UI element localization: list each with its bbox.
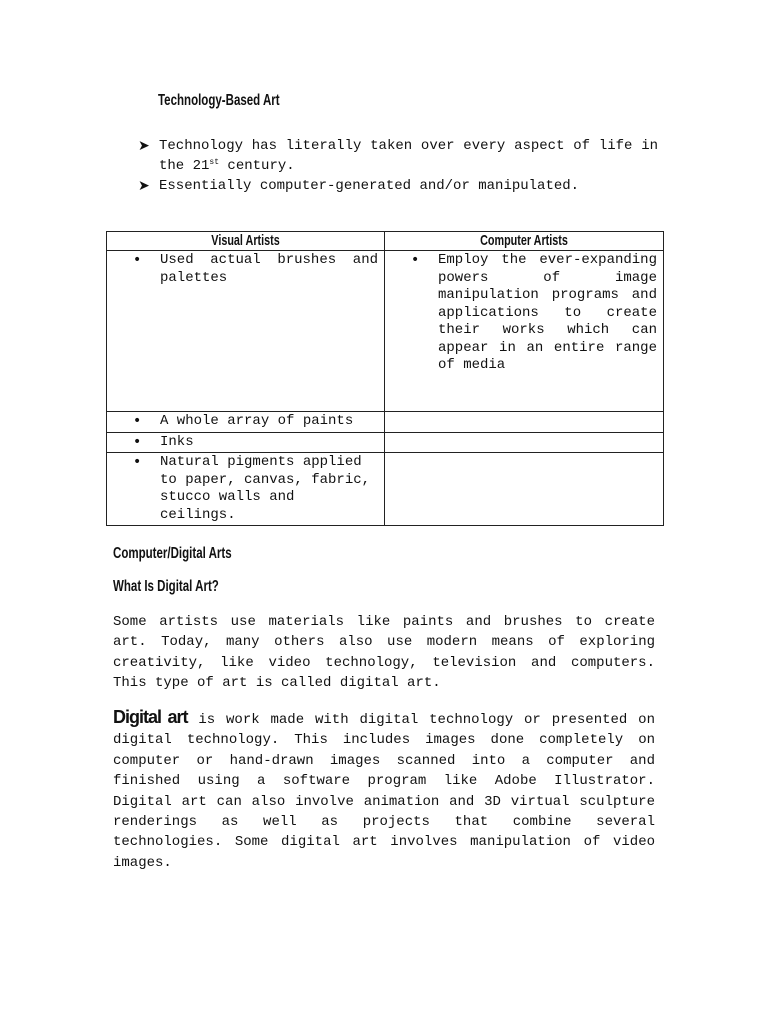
question-heading: What Is Digital Art?	[113, 578, 219, 595]
table-row	[107, 453, 664, 526]
intro-bullet-list	[138, 136, 658, 196]
header-computer-artists: Computer Artists	[385, 232, 664, 251]
table-cell: • Inks	[107, 432, 385, 453]
paragraph-digital-art: Digital art is work made with digital technology or presented on digital technology. This includes images done completely on computer or hand-drawn images scanned into a computer and finished using a software program like Adobe Illustrator. Digital art can also involve animation and 3D virtual sculpture renderings as well as projects that combine several technologies. Some digital art involves manipulation of video images.	[113, 707, 655, 871]
arrow-bullet-icon: ➤	[138, 178, 150, 194]
section-heading: Computer/Digital Arts	[113, 545, 232, 562]
bullet-dot-icon: •	[133, 454, 142, 470]
table-cell-empty	[385, 412, 664, 433]
bullet-dot-icon: •	[133, 433, 142, 450]
header-visual-artists: Visual Artists	[107, 232, 385, 251]
table-cell: • Used actual brushes and palettes	[107, 251, 385, 412]
superscript: st	[209, 158, 220, 167]
bullet-dot-icon: •	[133, 413, 142, 429]
table-cell: • Natural pigments applied to paper, canvas, fabric, stucco walls and ceilings.	[107, 453, 385, 526]
term-digital-art: Digital art	[113, 707, 188, 727]
page-title: Technology-Based Art	[158, 92, 280, 109]
table-cell-empty	[385, 432, 664, 453]
comparison-table	[106, 231, 664, 526]
table-row	[107, 432, 664, 453]
table-row	[107, 251, 664, 412]
bullet-item: ➤ Essentially computer-generated and/or manipulated.	[138, 178, 580, 194]
arrow-bullet-icon: ➤	[138, 138, 150, 154]
bullet-dot-icon: •	[411, 252, 420, 268]
paragraph-intro: Some artists use materials like paints and brushes to create art. Today, many others also use modern means of exploring creativity, like video technology, television and computers. This type of art is called digital art.	[113, 614, 655, 692]
table-header-row	[107, 232, 664, 251]
table-cell-empty	[385, 453, 664, 526]
table-cell: • Employ the ever-expanding powers of image manipulation programs and applications to create their works which can appear in an entire range of media	[385, 251, 664, 412]
table-cell: • A whole array of paints	[107, 412, 385, 433]
bullet-item: ➤ Technology has literally taken over every aspect of life in the 21st century.	[138, 138, 658, 174]
table-row	[107, 412, 664, 433]
bullet-dot-icon: •	[133, 252, 142, 268]
